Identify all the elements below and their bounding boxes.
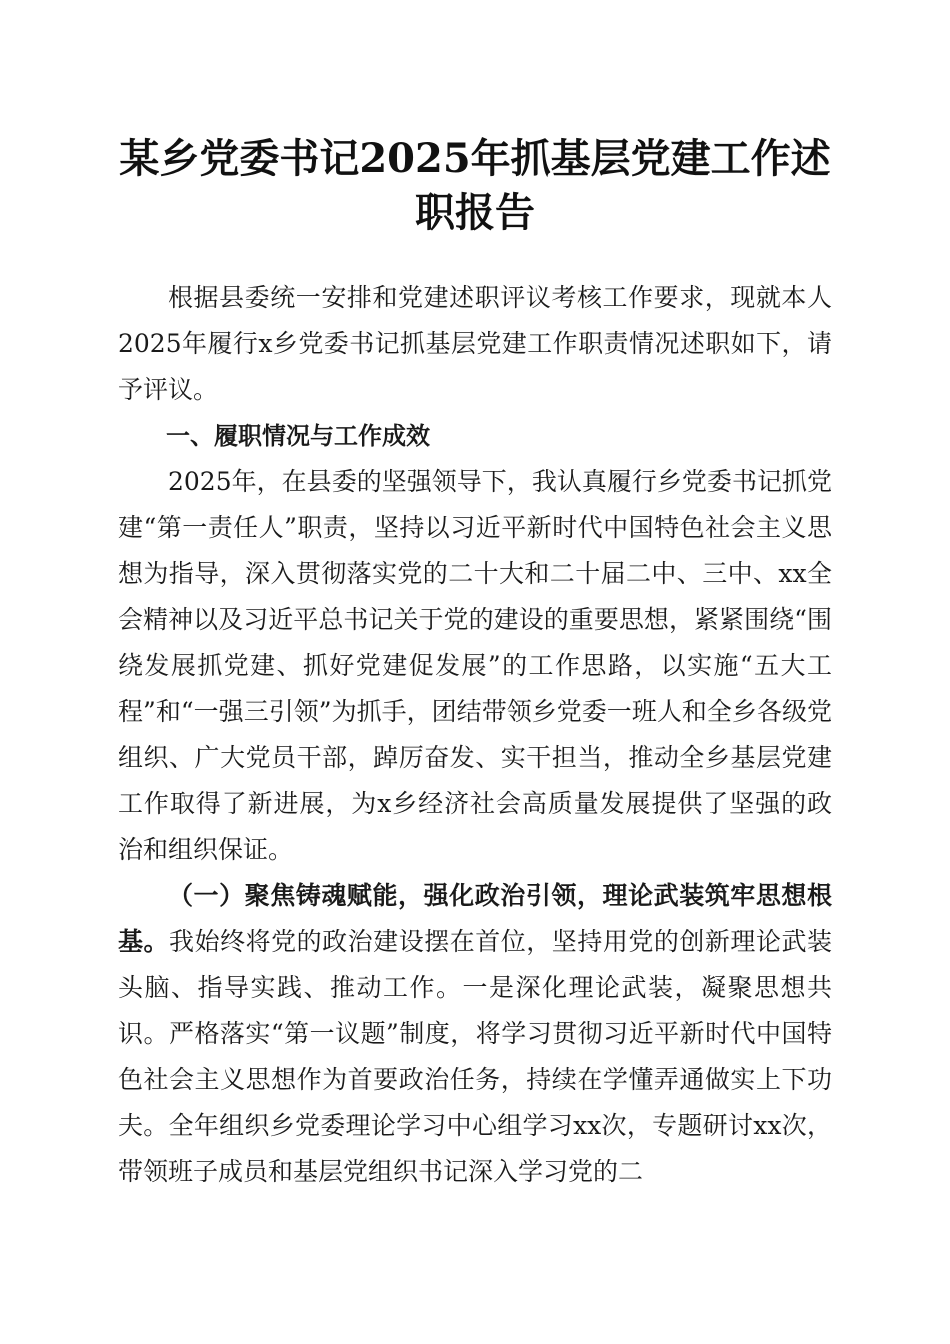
document-title: 某乡党委书记2025年抓基层党建工作述职报告 <box>119 135 831 236</box>
intro-paragraph: 根据县委统一安排和党建述职评议考核工作要求，现就本人2025年履行x乡党委书记抓基层党建工作职责情况述职如下，请予评议。 <box>118 283 832 404</box>
section-paragraph: 2025年，在县委的坚强领导下，我认真履行乡党委书记抓党建“第一责任人”职责，坚持以习近平新时代中国特色社会主义思想为指导，深入贯彻落实党的二十大和二十届二中、三中、xx全会精神以及习近平总书记关于党的建设的重要思想，紧紧围绕“围绕发展抓党建、抓好党建促发展”的工作思路，以实施“五大工程”和“一强三引领”为抓手，团结带领乡党委一班人和全乡各级党组织、广大党员干部，踔厉奋发、实干担当，推动全乡基层党建工作取得了新进展，为x乡经济社会高质量发展提供了坚强的政治和组织保证。 <box>118 467 832 864</box>
subsection-paragraph <box>118 873 832 1195</box>
document-body <box>118 275 832 1195</box>
section-heading: 一、履职情况与工作成效 <box>166 422 430 450</box>
subsection-body: 我始终将党的政治建设摆在首位，坚持用党的创新理论武装头脑、指导实践、推动工作。一是深化理论武装，凝聚思想共识。严格落实“第一议题”制度，将学习贯彻习近平新时代中国特色社会主义思想作为首要政治任务，持续在学懂弄通做实上下功夫。全年组织乡党委理论学习中心组学习xx次，专题研讨xx次，带领班子成员和基层党组织书记深入学习党的二 <box>118 927 832 1186</box>
subsection-lead: （一）聚焦铸魂赋能，强化政治引领，理论武装筑牢思想根基。 <box>118 881 832 956</box>
